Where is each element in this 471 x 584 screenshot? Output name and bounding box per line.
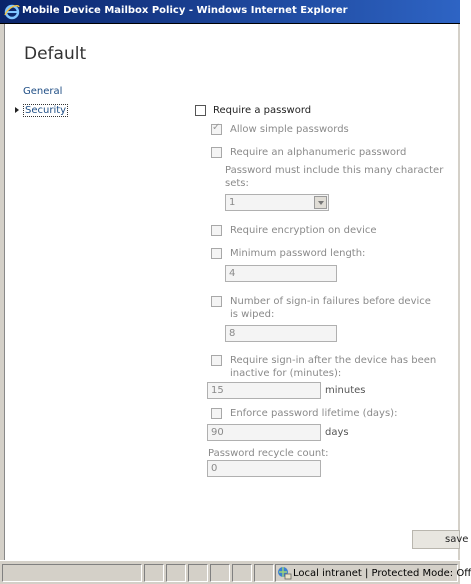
inactive-minutes-unit: minutes	[325, 385, 366, 396]
signin-failures-input[interactable]: 8	[225, 325, 337, 342]
minimum-length-input[interactable]: 4	[225, 265, 337, 282]
require-password-label: Require a password	[213, 105, 312, 116]
window-titlebar	[0, 0, 460, 24]
require-alphanumeric-checkbox[interactable]	[211, 147, 222, 158]
character-sets-select[interactable]	[225, 194, 329, 211]
password-recycle-input[interactable]: 0	[207, 460, 321, 477]
status-pane-3	[188, 564, 208, 582]
password-lifetime-checkbox[interactable]	[211, 408, 222, 419]
status-pane-main	[2, 564, 142, 582]
password-lifetime-input[interactable]: 90	[207, 424, 321, 441]
character-sets-value: 1	[229, 197, 236, 208]
window-frame-left	[0, 24, 5, 560]
nav-selected-arrow-icon	[15, 107, 19, 113]
signin-failures-label-continued: is wiped:	[230, 309, 275, 320]
password-lifetime-label: Enforce password lifetime (days):	[230, 408, 398, 419]
status-pane-5	[232, 564, 252, 582]
minimum-length-checkbox[interactable]	[211, 248, 222, 259]
allow-simple-passwords-label: Allow simple passwords	[230, 124, 349, 135]
inactive-minutes-input[interactable]: 15	[207, 382, 321, 399]
signin-failures-checkbox[interactable]	[211, 296, 222, 307]
local-intranet-icon	[277, 566, 291, 580]
character-sets-label-continued: sets:	[225, 178, 249, 189]
internet-explorer-icon	[4, 4, 20, 20]
require-encryption-label: Require encryption on device	[230, 225, 377, 236]
status-pane-1	[144, 564, 164, 582]
require-password-checkbox[interactable]	[195, 105, 206, 116]
require-encryption-checkbox[interactable]	[211, 225, 222, 236]
status-pane-4	[210, 564, 230, 582]
dropdown-arrow-icon[interactable]	[314, 196, 327, 209]
allow-simple-passwords-checkbox[interactable]	[211, 124, 222, 135]
require-signin-inactive-checkbox[interactable]	[211, 355, 222, 366]
password-recycle-label: Password recycle count:	[208, 448, 329, 459]
require-signin-inactive-label-continued: inactive for (minutes):	[230, 368, 342, 379]
character-sets-label: Password must include this many character	[225, 165, 444, 176]
window-title: Mobile Device Mailbox Policy - Windows Internet Explorer	[22, 5, 348, 16]
status-pane-2	[166, 564, 186, 582]
window-frame-right	[458, 24, 460, 560]
nav-item-security[interactable]: Security	[25, 105, 67, 116]
page-content	[6, 24, 458, 560]
require-alphanumeric-label: Require an alphanumeric password	[230, 147, 407, 158]
require-signin-inactive-label: Require sign-in after the device has been	[230, 355, 437, 366]
status-bar	[0, 560, 471, 584]
nav-item-general[interactable]: General	[23, 86, 63, 97]
password-lifetime-unit: days	[325, 427, 349, 438]
save-button[interactable]: save	[412, 530, 460, 549]
signin-failures-label: Number of sign-in failures before device	[230, 296, 431, 307]
status-pane-6	[254, 564, 274, 582]
page-title: Default	[24, 44, 87, 64]
minimum-length-label: Minimum password length:	[230, 248, 366, 259]
security-zone-text: Local intranet | Protected Mode: Off	[293, 568, 471, 579]
